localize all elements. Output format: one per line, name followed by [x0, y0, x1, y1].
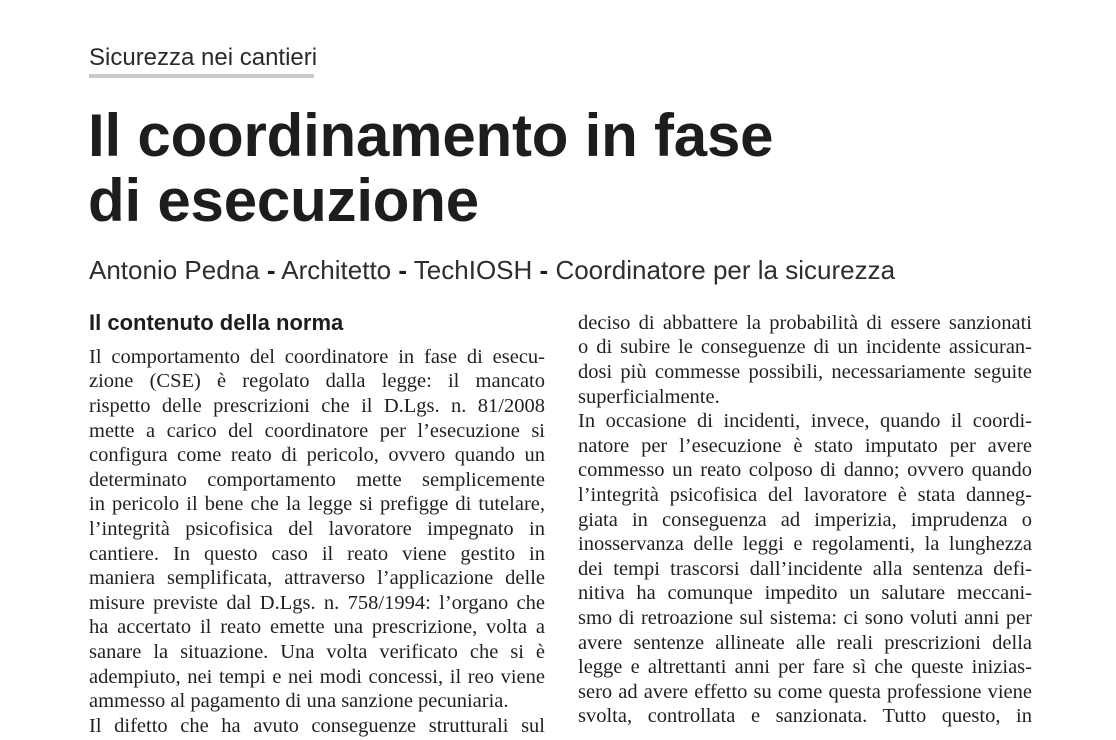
author-line — [89, 255, 895, 285]
text-line: l’integrità psicofisica del lavoratore impegnato in — [89, 517, 545, 540]
section-heading: Il contenuto della norma — [89, 310, 344, 335]
text-line: superficialmente. — [578, 385, 720, 408]
text-line: dei tempi trascorsi dall’incidente alla sentenza defi- — [578, 557, 1032, 580]
right-column — [578, 311, 1032, 729]
text-line: svolta, controllata e sanzionata. Tutto questo, in — [578, 705, 1032, 728]
text-line: sanare la situazione. Una volta verificato che si è — [89, 640, 545, 663]
byline-separator: - — [398, 255, 408, 285]
section-label: Sicurezza nei cantieri — [89, 44, 318, 71]
section-label-underline — [89, 74, 314, 78]
paragraph — [89, 714, 545, 739]
byline-separator: - — [266, 255, 276, 285]
text-line: l’integrità psicofisica del lavoratore è stata danneg- — [578, 483, 1032, 506]
text-line: sero ad avere effetto su come questa professione viene — [578, 680, 1032, 703]
text-line: avere sentenze allineate alle reali prescrizioni della — [578, 631, 1032, 654]
text-line: ha accertato il reato emette una prescrizione, volta a — [89, 616, 545, 639]
text-line: cantiere. In questo caso il reato viene gestito in — [89, 542, 545, 565]
text-line: determinato comportamento mette semplicemente — [89, 468, 545, 491]
article-title — [88, 103, 773, 233]
text-line: In occasione di incidenti, invece, quando il coordi- — [578, 410, 1032, 433]
text-line: legge e altrettanti anni per fare sì che queste inizias- — [578, 656, 1032, 679]
text-line: inosservanza delle leggi e regolamenti, la lunghezza — [578, 533, 1032, 556]
author-name: Antonio Pedna — [89, 255, 260, 285]
text-line: zione (CSE) è regolato dalla legge: il mancato — [89, 370, 545, 393]
paragraph — [89, 345, 545, 714]
text-line: o di subire le conseguenze di un incidente assicuran- — [578, 336, 1032, 359]
text-line: in pericolo il bene che la legge si prefigge di tutelare, — [89, 493, 545, 516]
text-line: commesso un reato colposo di danno; ovvero quando — [578, 459, 1032, 482]
text-line: ammesso al pagamento di una sanzione pecuniaria. — [89, 690, 509, 713]
text-line: deciso di abbattere la probabilità di essere sanzionati — [578, 311, 1032, 334]
author-affiliation: TechIOSH — [413, 255, 533, 285]
paragraph — [578, 409, 1032, 729]
left-column — [89, 345, 545, 739]
title-line: Il coordinamento in fase — [88, 102, 774, 169]
text-line: mette a carico del coordinatore per l’esecuzione si — [89, 419, 545, 442]
author-role: Coordinatore per la sicurezza — [555, 255, 896, 285]
text-line: dosi più commesse possibili, necessariamente seguite — [578, 360, 1032, 383]
paragraph — [578, 311, 1032, 409]
text-line: adempiuto, nei tempi e nei modi concessi, il reo viene — [89, 665, 545, 688]
text-line: maniera semplificata, attraverso l’applicazione delle — [89, 567, 545, 590]
text-line: Il comportamento del coordinatore in fase di esecu- — [89, 345, 545, 368]
title-line: di esecuzione — [88, 167, 479, 234]
text-line: natore per l’esecuzione è stato imputato per avere — [578, 434, 1032, 457]
text-line: rispetto delle prescrizioni che il D.Lgs. n. 81/2008 — [89, 394, 545, 417]
byline-separator: - — [539, 255, 549, 285]
text-line: misure previste dal D.Lgs. n. 758/1994: l’organo che — [89, 591, 545, 614]
text-line: Il difetto che ha avuto conseguenze strutturali sul — [89, 714, 545, 737]
text-line: nitiva ha comunque impedito un salutare meccani- — [578, 582, 1032, 605]
text-line: smo di retroazione sul sistema: ci sono voluti anni per — [578, 606, 1032, 629]
author-profession: Architetto — [281, 255, 392, 285]
text-line: giata in conseguenza ad imperizia, imprudenza o — [578, 508, 1032, 531]
text-line: configura come reato di pericolo, ovvero quando un — [89, 444, 545, 467]
